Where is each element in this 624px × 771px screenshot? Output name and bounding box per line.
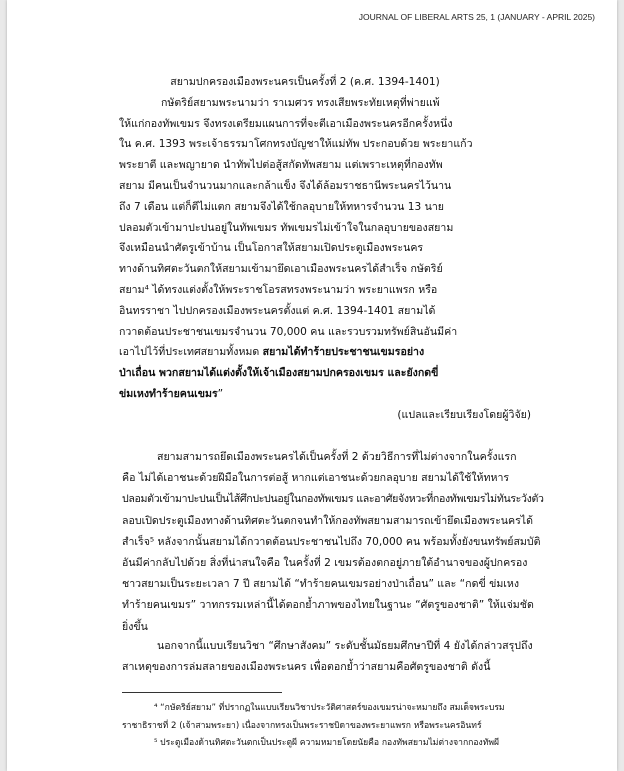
body-line: สาเหตุของการล่มสลายของเมืองพระนคร เพื่อตอกย้ำว่าสยามคือศัตรูของชาติ ดังนี้: [122, 661, 491, 674]
body-line: ชาวสยามเป็นระยะเวลา 7 ปี สยามได้ “ทำร้ายคนเขมรอย่างป่าเถื่อน” และ “กดขี่ ข่มเหง: [122, 578, 520, 591]
quote-bold-text: ข่มเหงทำร้ายคนเขมร: [119, 387, 218, 400]
body-line: ปลอมตัวเข้ามาปะปนเป็นไส้ศึกปะปนอยู่ในกองทัพเขมร และอาศัยจังหวะที่กองทัพเขมรไม่ทันระวังตัว: [122, 493, 544, 506]
quote-bold-line: ป่าเถื่อน พวกสยามได้แต่งตั้งให้เจ้าเมืองสยามปกครองเขมร และยังกดขี่: [119, 367, 439, 380]
body-line: ลอบเปิดประตูเมืองทางด้านทิศตะวันตกจนทำให้กองทัพสยามสามารถเข้ายึดเมืองพระนครได้: [122, 514, 533, 527]
quote-line: พระยาตี และพญายาด นำทัพไปต่อสู้สกัดทัพสยาม แต่เพราะเหตุที่กองทัพ: [119, 159, 443, 172]
body-line: อันมีค่ากลับไปด้วย สิ่งที่น่าสนใจคือ ในครั้งที่ 2 เขมรต้องตกอยู่ภายใต้อำนาจของผู้ปกครอง: [122, 557, 528, 570]
quote-line: จึงเหมือนนำศัตรูเข้าบ้าน เป็นโอกาสให้สยามเปิดประตูเมืองพระนคร: [119, 242, 424, 255]
quote-line-normal-part: เอาไปไว้ที่ประเทศสยามทั้งหมด: [119, 346, 263, 359]
quote-line: กวาดต้อนประชาชนเขมรจำนวน 70,000 คน และรวบรวมทรัพย์สินอันมีค่า: [119, 325, 458, 338]
quote-line: ให้แก่กองทัพเขมร จึงทรงเตรียมแผนการที่จะตีเอาเมืองพระนครอีกครั้งหนึ่ง: [119, 117, 453, 130]
footnotes: [122, 700, 554, 753]
quote-title: สยามปกครองเมืองพระนครเป็นครั้งที่ 2 (ค.ศ. 1394-1401): [170, 76, 440, 88]
body-line: สยามสามารถยึดเมืองพระนครได้เป็นครั้งที่ 2 ด้วยวิธีการที่ไม่ต่างจากในครั้งแรก: [157, 451, 517, 463]
body-line: คือ ไม่ได้เอาชนะด้วยฝีมือในการต่อสู้ หากแต่เอาชนะด้วยกลอุบาย สยามได้ใช้ให้ทหาร: [122, 472, 510, 485]
quote-block: [119, 72, 531, 426]
closing-quote-mark: ”: [217, 387, 224, 400]
footnote-4-cont: ราชาธิราชที่ 2 (เจ้าสามพระยา) เนื่องจากทรงเป็นพระราชบิดาของพระยาแพรก หรือพระนครอินทร์: [122, 720, 482, 731]
document-page: [7, 0, 617, 771]
body-paragraph-2: [122, 636, 554, 678]
footnote-divider: [122, 692, 282, 693]
quote-line: กษัตริย์สยามพระนามว่า ราเมศวร ทรงเสียพระทัยเหตุที่พ่ายแพ้: [161, 96, 440, 109]
footnote-4: ⁴ “กษัตริย์สยาม” ที่ปรากฏในแบบเรียนวิชาประวัติศาสตร์ของเขมรน่าจะหมายถึง สมเด็จพระบรม: [154, 703, 505, 713]
quote-line: ใน ค.ศ. 1393 พระเจ้าธรรมาโศกทรงบัญชาให้แม่ทัพ ประกอบด้วย พระยาแก้ว: [119, 138, 473, 151]
quote-line: ปลอมตัวเข้ามาปะปนอยู่ในทัพเขมร ทัพเขมรไม่เข้าใจในกลอุบายของสยาม: [119, 221, 454, 234]
body-line: ทำร้ายคนเขมร” วาทกรรมเหล่านี้ได้ตอกย้ำภาพของไทยในฐานะ “ศัตรูของชาติ” ให้แจ่มชัด: [122, 599, 534, 612]
body-paragraph-1: [122, 447, 554, 638]
quote-bold-line-last: [119, 384, 531, 405]
quote-line: อินทรราชา ไปปกครองเมืองพระนครตั้งแต่ ค.ศ. 1394-1401 สยามได้: [119, 304, 436, 317]
body-line: นอกจากนี้แบบเรียนวิชา “ศึกษาสังคม” ระดับชั้นมัธยมศึกษาปีที่ 4 ยังได้กล่าวสรุปถึง: [157, 640, 533, 652]
quote-line: สยาม มีคนเป็นจำนวนมากและกล้าแข็ง จึงได้ล้อมราชธานีพระนครไว้นาน: [119, 179, 452, 192]
quote-line-bold-part: สยามได้ทำร้ายประชาชนเขมรอย่าง: [262, 346, 425, 359]
quote-line: ทางด้านทิศตะวันตกให้สยามเข้ามายึดเอาเมืองพระนครได้สำเร็จ กษัตริย์: [119, 263, 443, 276]
running-header: JOURNAL OF LIBERAL ARTS 25, 1 (JANUARY - APRIL 2025): [358, 12, 595, 22]
quote-line: สยาม⁴ ได้ทรงแต่งตั้งให้พระราชโอรสทรงพระนามว่า พระยาแพรก หรือ: [119, 283, 438, 296]
body-line: สำเร็จ⁵ หลังจากนั้นสยามได้กวาดต้อนประชาชนไปถึง 70,000 คน พร้อมทั้งยังขนทรัพย์สมบัติ: [122, 535, 541, 548]
translator-note: (แปลและเรียบเรียงโดยผู้วิจัย): [397, 408, 531, 421]
body-line: ยิ่งขึ้น: [122, 620, 148, 633]
footnote-5: ⁵ ประตูเมืองด้านทิศตะวันตกเป็นประตูผี ความหมายโดยนัยคือ กองทัพสยามไม่ต่างจากกองทัพผี: [154, 738, 500, 748]
quote-line: ถึง 7 เดือน แต่ก็ตีไม่แตก สยามจึงได้ใช้กลอุบายให้ทหารจำนวน 13 นาย: [119, 200, 445, 213]
quote-line-mixed: [119, 342, 531, 363]
